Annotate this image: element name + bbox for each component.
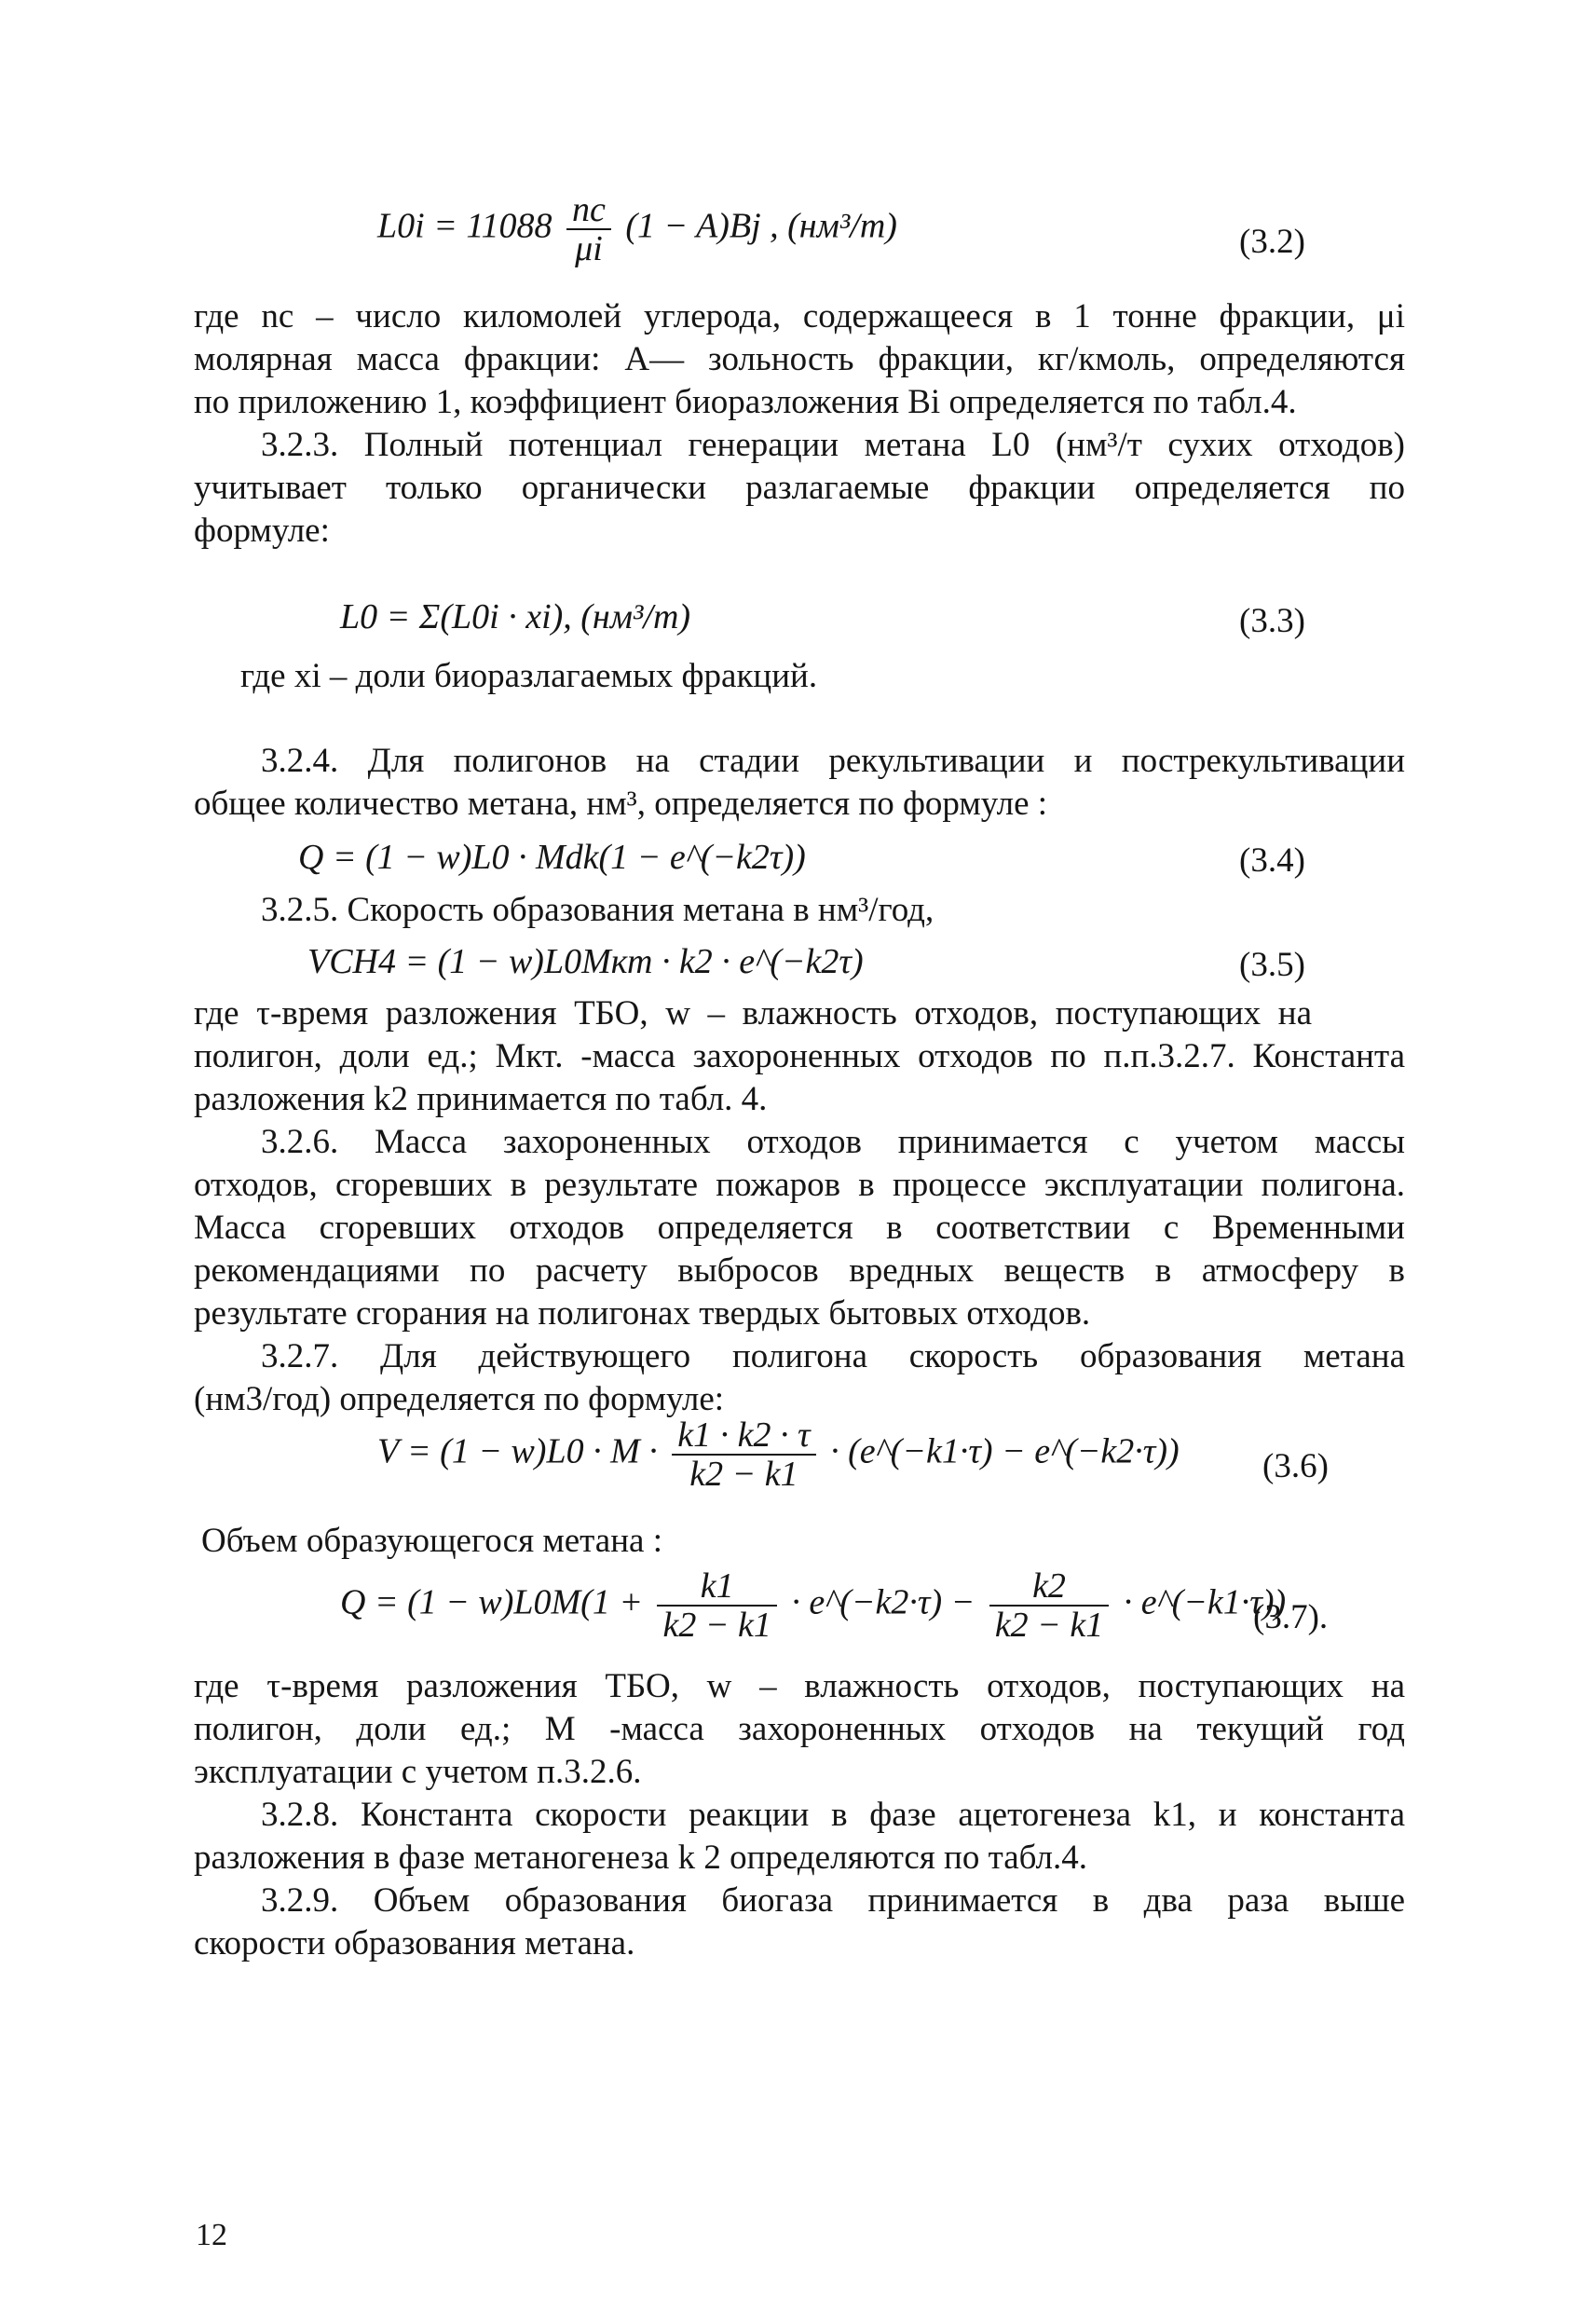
equation-3-5: VCH4 = (1 − w)L0Mкт · k2 · e^(−k2τ) — [307, 942, 864, 981]
equation-3-2-numerator: nc — [566, 191, 611, 230]
page-number: 12 — [196, 2218, 227, 2252]
text-line: 3.2.8. Константа скорости реакции в фазе ацетогенеза k1, и константа — [261, 1796, 1405, 1834]
equation-number-3-4: (3.4) — [1239, 841, 1305, 880]
equation-3-2-fraction — [566, 191, 611, 267]
equation-3-2-right: (1 − A)Bj , (нм³/т) — [625, 206, 897, 246]
text-line: где nc – число киломолей углерода, содержащееся в 1 тонне фракции, μi — [194, 297, 1405, 335]
equation-3-6-numerator: k1 · k2 · τ — [672, 1416, 815, 1456]
equation-3-6-left: V = (1 − w)L0 · M · — [377, 1431, 658, 1471]
equation-3-7-numerator-2: k2 — [989, 1567, 1109, 1607]
text-line: 3.2.4. Для полигонов на стадии рекультивации и пострекультивации — [261, 742, 1405, 780]
equation-number-3-2: (3.2) — [1239, 223, 1305, 261]
equation-number-3-3: (3.3) — [1239, 602, 1305, 640]
equation-3-7-denominator-2: k2 − k1 — [994, 1606, 1104, 1645]
equation-number-3-6: (3.6) — [1262, 1447, 1329, 1485]
text-line: полигон, доли ед.; М -масса захороненных отходов на текущий год — [194, 1710, 1405, 1748]
text-line: эксплуатации с учетом п.3.2.6. — [194, 1753, 642, 1791]
text-line: общее количество метана, нм³, определяется по формуле : — [194, 785, 1048, 823]
text-line: 3.2.3. Полный потенциал генерации метана L0 (нм³/т сухих отходов) — [261, 426, 1405, 464]
equation-3-2-left: L0i = 11088 — [377, 206, 552, 246]
text-line: где τ-время разложения ТБО, w – влажность отходов, поступающих на — [194, 994, 1312, 1032]
equation-number-3-7: (3.7). — [1253, 1598, 1329, 1636]
text-line: 3.2.5. Скорость образования метана в нм³/год, — [261, 891, 934, 929]
equation-3-2-denominator: μi — [575, 229, 603, 268]
equation-3-7-fraction-1 — [657, 1567, 776, 1644]
equation-3-6-fraction — [672, 1416, 815, 1493]
equation-3-3: L0 = Σ(L0i · xi), (нм³/т) — [340, 597, 691, 636]
text-line: молярная масса фракции: A— зольность фракции, кг/кмоль, определяются — [194, 340, 1405, 378]
text-line: полигон, доли ед.; Mкт. -масса захороненных отходов по п.п.3.2.7. Константа — [194, 1037, 1405, 1075]
equation-number-3-5: (3.5) — [1239, 946, 1305, 984]
text-line: формуле: — [194, 512, 330, 550]
equation-3-7 — [340, 1567, 1286, 1644]
text-line: разложения k2 принимается по табл. 4. — [194, 1080, 768, 1118]
text-line: рекомендациями по расчету выбросов вредных веществ в атмосферу в — [194, 1251, 1405, 1290]
text-line: Объем образующегося метана : — [201, 1522, 662, 1560]
text-line: результате сгорания на полигонах твердых бытовых отходов. — [194, 1294, 1091, 1333]
text-line: 3.2.6. Масса захороненных отходов принимается с учетом массы — [261, 1123, 1405, 1161]
equation-3-6-right: · (e^(−k1·τ) − e^(−k2·τ)) — [830, 1431, 1180, 1471]
text-line: Масса сгоревших отходов определяется в соответствии с Временными — [194, 1209, 1405, 1247]
equation-3-7-middle: · e^(−k2·τ) − — [791, 1582, 975, 1622]
equation-3-7-numerator-1: k1 — [657, 1567, 776, 1607]
text-line: где τ-время разложения ТБО, w – влажность отходов, поступающих на — [194, 1667, 1405, 1705]
equation-3-7-right: · e^(−k1·τ)) — [1123, 1582, 1287, 1622]
equation-3-2 — [377, 191, 897, 267]
text-line: (нм3/год) определяется по формуле: — [194, 1380, 725, 1418]
text-line: скорости образования метана. — [194, 1924, 635, 1962]
text-line: 3.2.9. Объем образования биогаза принимается в два раза выше — [261, 1881, 1405, 1920]
equation-3-7-fraction-2 — [989, 1567, 1109, 1644]
equation-3-6 — [377, 1416, 1180, 1493]
text-line: по приложению 1, коэффициент биоразложения Bi определяется по табл.4. — [194, 383, 1297, 421]
text-line: отходов, сгоревших в результате пожаров в процессе эксплуатации полигона. — [194, 1166, 1405, 1204]
equation-3-7-denominator-1: k2 − k1 — [662, 1606, 771, 1645]
text-line: учитывает только органически разлагаемые фракции определяется по — [194, 469, 1405, 507]
text-line: разложения в фазе метаногенеза k 2 определяются по табл.4. — [194, 1839, 1088, 1877]
equation-3-7-left: Q = (1 − w)L0M(1 + — [340, 1582, 643, 1622]
text-line: где xi – доли биоразлагаемых фракций. — [240, 657, 818, 695]
equation-3-4: Q = (1 − w)L0 · Mdk(1 − e^(−k2τ)) — [298, 838, 806, 877]
equation-3-6-denominator: k2 − k1 — [689, 1455, 798, 1494]
text-line: 3.2.7. Для действующего полигона скорость образования метана — [261, 1337, 1405, 1375]
